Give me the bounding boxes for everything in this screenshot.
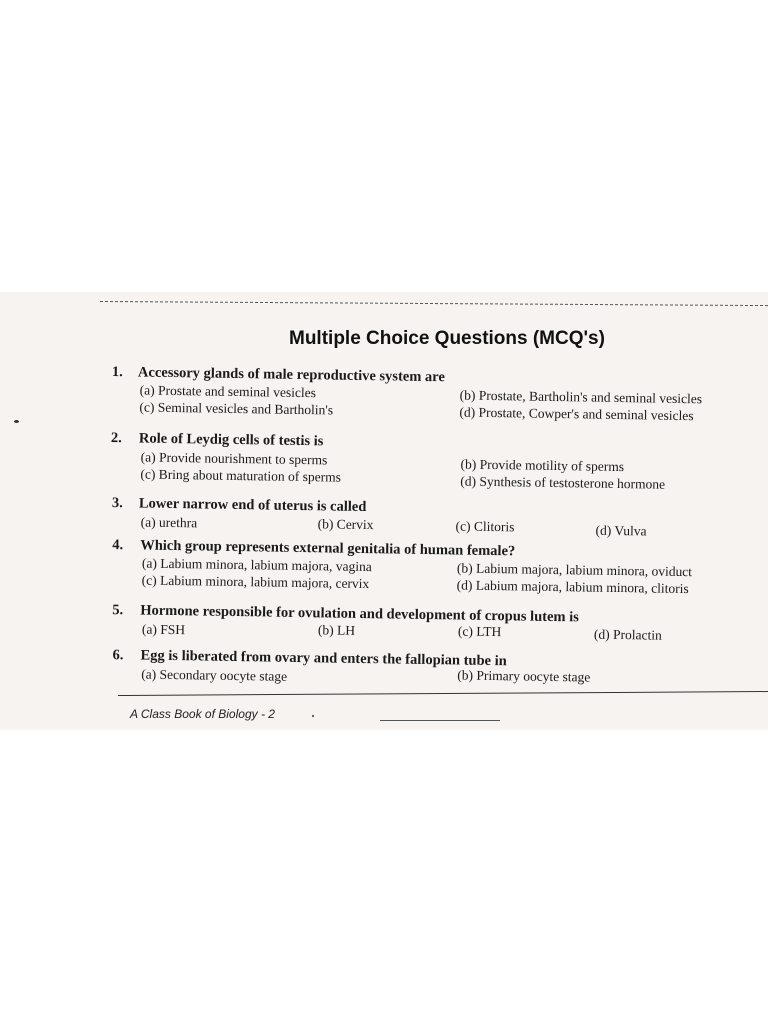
option-b: (b) Prostate, Bartholin's and seminal vesicles bbox=[459, 387, 703, 407]
question-text: Accessory glands of male reproductive system are bbox=[137, 364, 445, 386]
question-text: Egg is liberated from ovary and enters the fallopian tube in bbox=[140, 647, 507, 670]
option-a: (a) Provide nourishment to sperms bbox=[140, 449, 328, 468]
question-5 bbox=[0, 600, 764, 643]
question-text: Lower narrow end of uterus is called bbox=[138, 495, 367, 516]
ink-speck bbox=[14, 420, 19, 423]
question-number: 6. bbox=[112, 647, 124, 664]
question-number: 4. bbox=[112, 537, 124, 554]
question-text: Which group represents external genitalia of human female? bbox=[140, 537, 516, 560]
option-d: (d) Vulva bbox=[595, 522, 647, 539]
question-number: 3. bbox=[111, 495, 123, 512]
option-c: (c) LTH bbox=[457, 623, 502, 640]
option-a: (a) Labium minora, labium majora, vagina bbox=[141, 555, 372, 575]
question-number: 1. bbox=[111, 364, 123, 381]
question-6 bbox=[0, 645, 764, 685]
option-b: (b) Labium majora, labium minora, oviduct bbox=[456, 560, 693, 580]
option-c: (c) Clitoris bbox=[455, 518, 515, 535]
question-number: 5. bbox=[112, 602, 124, 619]
question-text: Hormone responsible for ovulation and development of cropus lutem is bbox=[140, 602, 579, 626]
option-a: (a) Secondary oocyte stage bbox=[141, 666, 288, 684]
option-a: (a) Prostate and seminal vesicles bbox=[139, 382, 317, 401]
option-c: (c) Bring about maturation of sperms bbox=[140, 466, 342, 485]
option-d: (d) Prolactin bbox=[593, 626, 662, 643]
question-3 bbox=[0, 493, 766, 539]
question-4 bbox=[0, 535, 765, 597]
option-b: (b) LH bbox=[317, 622, 356, 638]
question-text: Role of Leydig cells of testis is bbox=[138, 430, 324, 450]
ink-speck bbox=[312, 715, 314, 717]
option-b: (b) Cervix bbox=[317, 516, 374, 533]
book-page bbox=[0, 292, 768, 730]
question-2 bbox=[0, 428, 767, 492]
option-c: (c) Seminal vesicles and Bartholin's bbox=[139, 399, 334, 418]
book-footer: A Class Book of Biology - 2 bbox=[130, 707, 275, 721]
option-d: (d) Labium majora, labium minora, clitoris bbox=[456, 577, 689, 597]
option-d: (d) Prostate, Cowper's and seminal vesicles bbox=[459, 404, 694, 424]
option-b: (b) Primary oocyte stage bbox=[457, 667, 591, 685]
option-a: (a) urethra bbox=[140, 514, 198, 531]
question-1 bbox=[0, 362, 768, 424]
page-title: Multiple Choice Questions (MCQ's) bbox=[289, 328, 605, 349]
option-b: (b) Provide motility of sperms bbox=[460, 456, 625, 475]
option-a: (a) FSH bbox=[141, 621, 186, 638]
option-d: (d) Synthesis of testosterone hormone bbox=[460, 473, 666, 492]
footer-rule-short bbox=[380, 720, 500, 721]
questions-list bbox=[0, 292, 768, 730]
question-number: 2. bbox=[110, 430, 122, 447]
option-c: (c) Labium minora, labium majora, cervix bbox=[141, 572, 370, 592]
